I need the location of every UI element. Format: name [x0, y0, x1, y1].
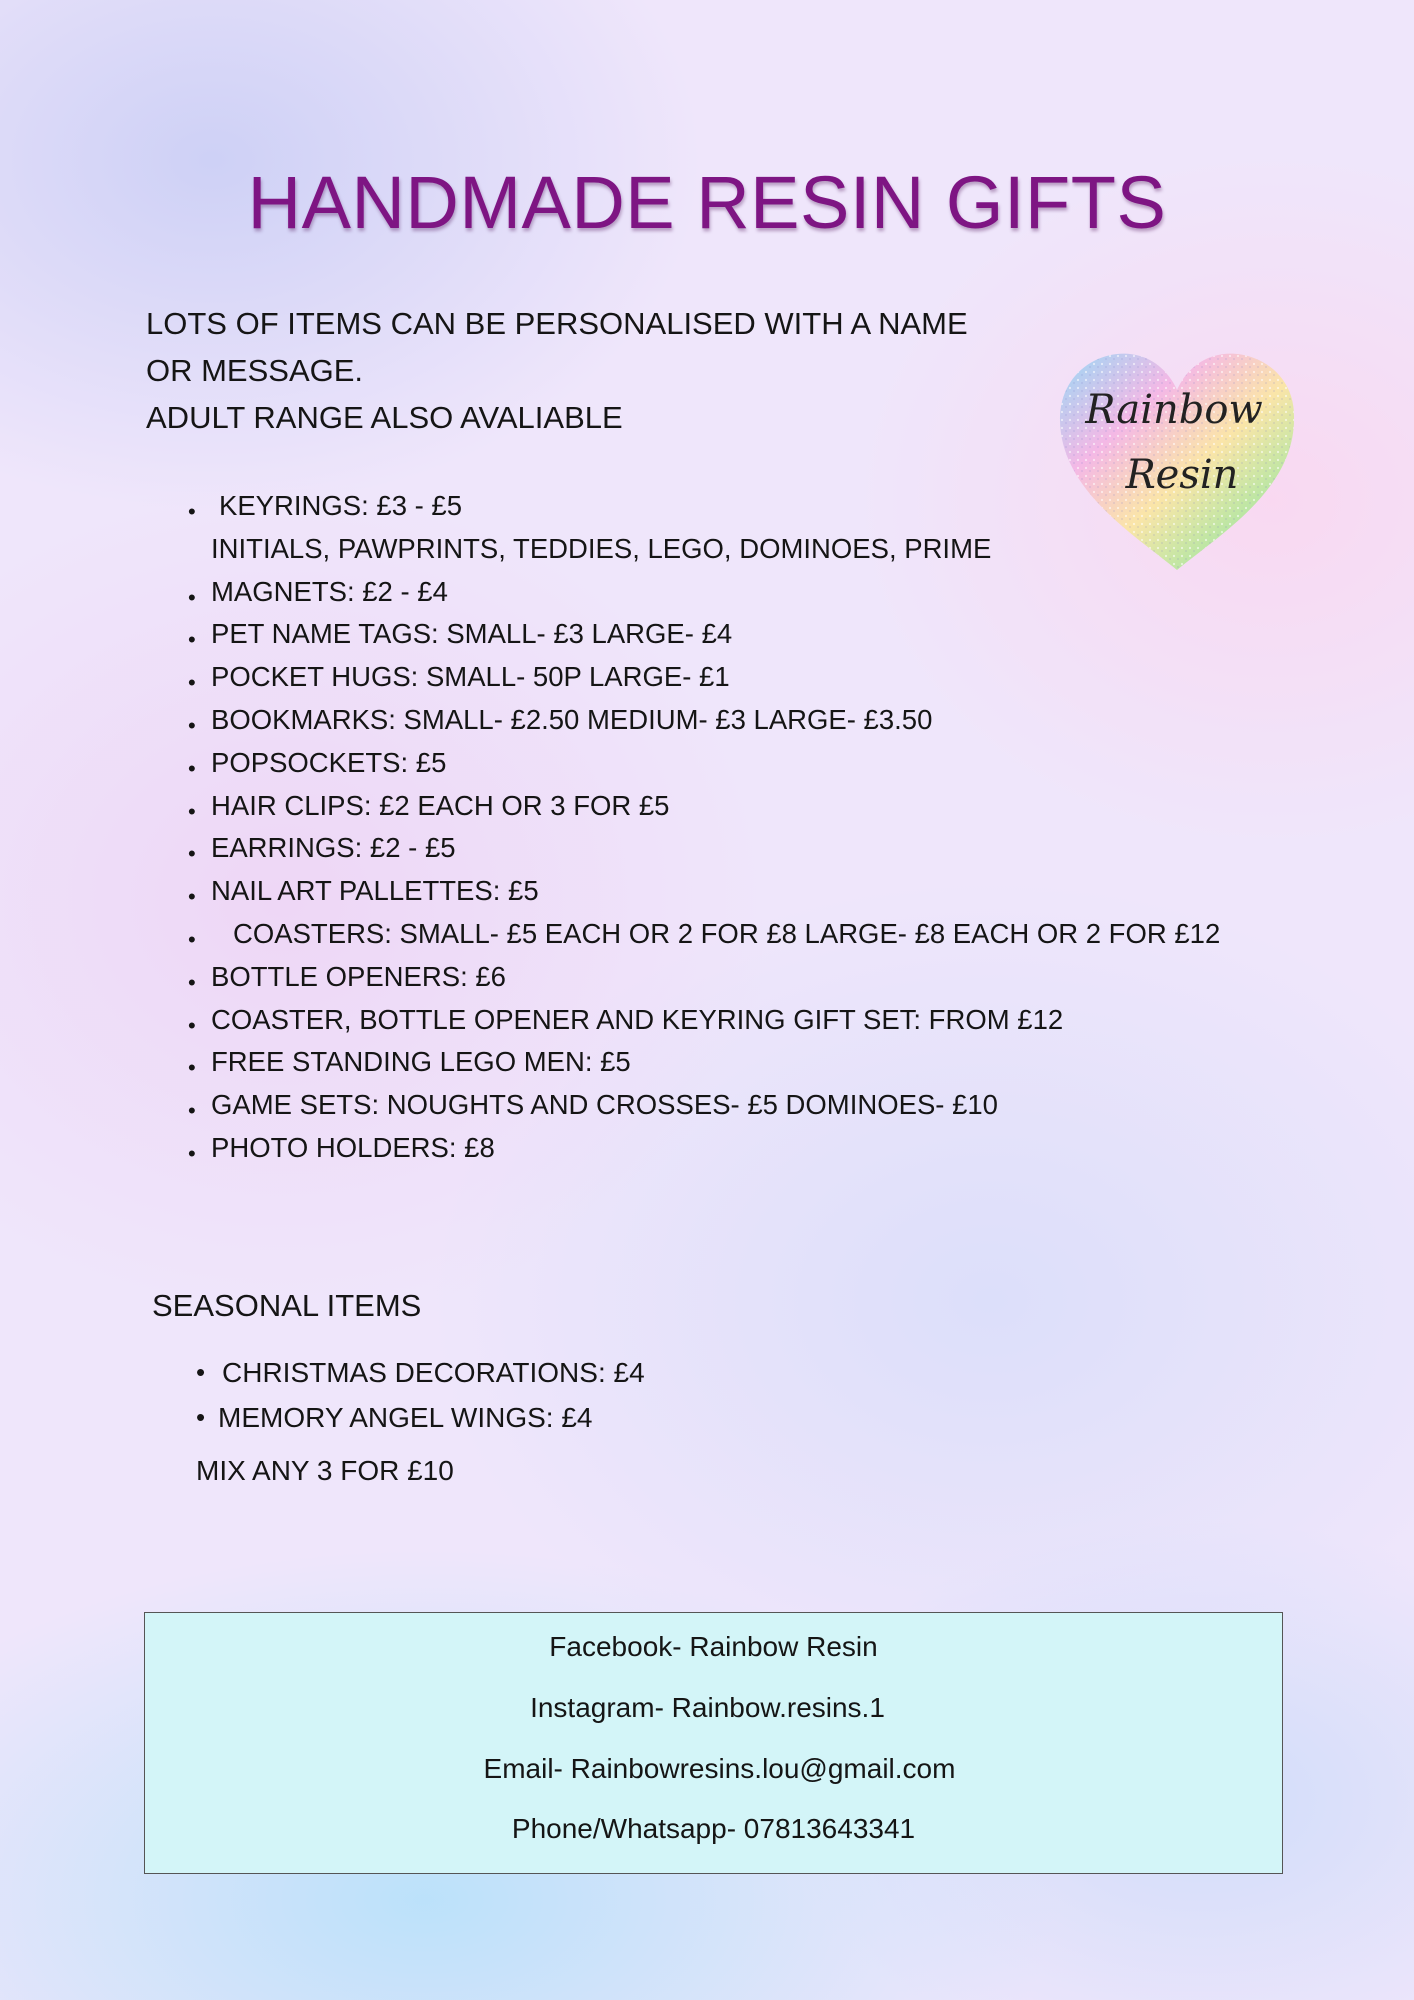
bullet-icon: • — [188, 627, 196, 653]
bullet-icon: • — [188, 1012, 196, 1038]
bullet-icon: • — [188, 1098, 196, 1124]
page-title: HANDMADE RESIN GIFTS — [247, 161, 1167, 244]
instagram-contact: Instagram- Rainbow.resins.1 — [530, 1692, 885, 1723]
intro-line-3: ADULT RANGE ALSO AVALIABLE — [146, 400, 623, 435]
bullet-icon: • — [188, 926, 196, 952]
bullet-icon: • — [188, 1055, 196, 1081]
facebook-contact: Facebook- Rainbow Resin — [549, 1631, 878, 1662]
bullet-icon: • — [188, 1140, 196, 1166]
intro-line-2: OR MESSAGE. — [146, 353, 364, 388]
bundle-offer: MIX ANY 3 FOR £10 — [196, 1455, 454, 1486]
logo-text-rainbow: Rainbow — [1085, 387, 1263, 433]
bullet-icon: • — [188, 670, 196, 696]
intro-text — [146, 300, 968, 441]
bullet-icon: • — [196, 1402, 206, 1432]
bullet-icon: • — [188, 884, 196, 910]
bullet-icon: • — [188, 584, 196, 610]
phone-contact: Phone/Whatsapp- 07813643341 — [511, 1813, 916, 1844]
seasonal-heading: SEASONAL ITEMS — [152, 1288, 422, 1323]
bullet-icon: • — [188, 841, 196, 867]
bullet-icon: • — [188, 499, 196, 524]
bullet-icon: • — [188, 798, 196, 824]
bullet-icon: • — [188, 969, 196, 995]
email-contact: Email- Rainbowresins.lou@gmail.com — [483, 1753, 956, 1784]
logo-text-resin: Resin — [1125, 452, 1239, 498]
rainbow-resin-logo — [1052, 338, 1302, 578]
bullet-icon: • — [188, 712, 196, 738]
intro-line-1: LOTS OF ITEMS CAN BE PERSONALISED WITH A NAME — [146, 306, 968, 341]
bullet-icon: • — [188, 755, 196, 781]
bullet-icon: • — [196, 1357, 206, 1387]
contact-box — [144, 1612, 1283, 1874]
